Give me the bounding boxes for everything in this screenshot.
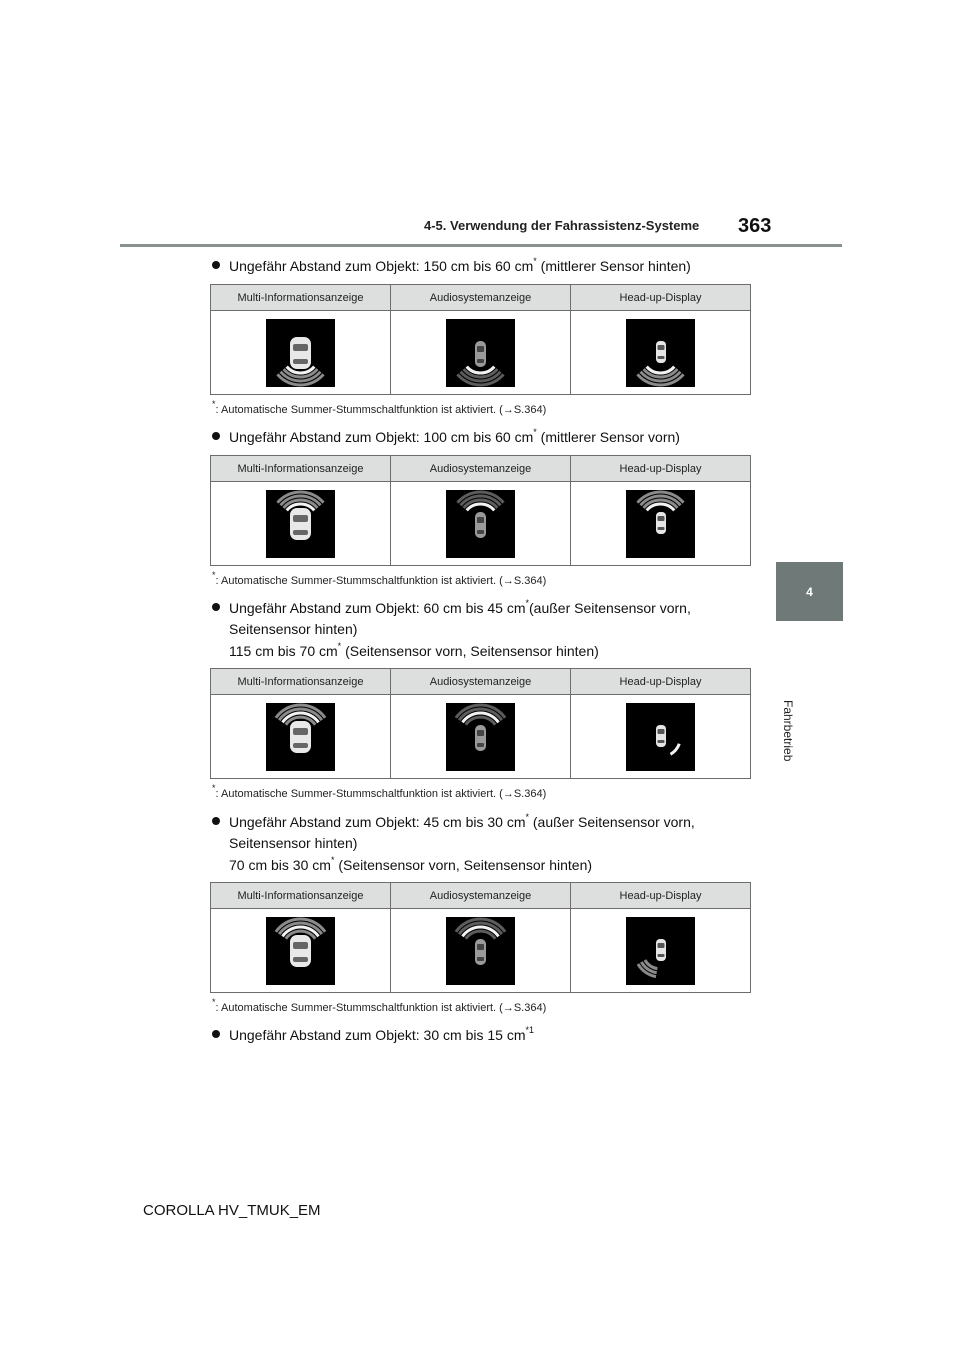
column-header: Audiosystemanzeige	[391, 285, 571, 311]
bullet-dot	[212, 603, 220, 611]
footnote: *: Automatische Summer-Stummschaltfunktion ist aktiviert. (→S.364)	[212, 570, 547, 587]
section-title: 4-5. Verwendung der Fahrassistenz-Systeme	[424, 218, 700, 233]
column-header: Head-up-Display	[571, 456, 751, 482]
sensor-graphic	[626, 703, 695, 771]
bullet-dot	[212, 1030, 220, 1038]
bullet-item: Ungefähr Abstand zum Objekt: 60 cm bis 45 cm*(außer Seitensensor vorn,	[212, 600, 691, 616]
column-header: Head-up-Display	[571, 285, 751, 311]
display-table	[210, 284, 751, 395]
footnote: *: Automatische Summer-Stummschaltfunktion ist aktiviert. (→S.364)	[212, 997, 547, 1014]
column-header: Multi-Informationsanzeige	[211, 456, 391, 482]
column-header: Audiosystemanzeige	[391, 883, 571, 909]
column-header: Multi-Informationsanzeige	[211, 669, 391, 695]
chapter-tab	[776, 562, 843, 621]
bullet-continuation: 70 cm bis 30 cm* (Seitensensor vorn, Seitensensor hinten)	[229, 855, 593, 873]
bullet-continuation: 115 cm bis 70 cm* (Seitensensor vorn, Seitensensor hinten)	[229, 641, 599, 659]
column-header: Audiosystemanzeige	[391, 456, 571, 482]
sensor-graphic	[266, 917, 335, 985]
hud-image	[626, 319, 695, 387]
hud-image	[626, 917, 695, 985]
bullet-continuation: Seitensensor hinten)	[229, 835, 358, 851]
footnote: *: Automatische Summer-Stummschaltfunktion ist aktiviert. (→S.364)	[212, 783, 547, 800]
sensor-graphic	[626, 319, 695, 387]
column-header: Multi-Informationsanzeige	[211, 883, 391, 909]
display-table	[210, 882, 751, 993]
chapter-label: Fahrbetrieb	[781, 700, 795, 762]
column-header: Multi-Informationsanzeige	[211, 285, 391, 311]
bullet-item: Ungefähr Abstand zum Objekt: 45 cm bis 30 cm* (außer Seitensensor vorn,	[212, 814, 695, 830]
audio-display-image	[446, 917, 515, 985]
bullet-item: Ungefähr Abstand zum Objekt: 100 cm bis 60 cm* (mittlerer Sensor vorn)	[212, 429, 680, 445]
audio-display-image	[446, 490, 515, 558]
sensor-graphic	[626, 917, 695, 985]
bullet-continuation: Seitensensor hinten)	[229, 621, 358, 637]
sensor-graphic	[446, 703, 515, 771]
hud-image	[626, 703, 695, 771]
model-code: COROLLA HV_TMUK_EM	[143, 1202, 321, 1219]
sensor-graphic	[266, 703, 335, 771]
bullet-dot	[212, 261, 220, 269]
audio-display-image	[446, 703, 515, 771]
bullet-item: Ungefähr Abstand zum Objekt: 30 cm bis 15 $cm^{*1}$	[212, 1027, 534, 1043]
sensor-graphic	[446, 917, 515, 985]
sensor-graphic	[266, 490, 335, 558]
sensor-graphic	[626, 490, 695, 558]
chapter-number: 4	[806, 584, 813, 599]
sensor-graphic	[446, 319, 515, 387]
bullet-dot	[212, 817, 220, 825]
column-header: Head-up-Display	[571, 883, 751, 909]
sensor-graphic	[266, 319, 335, 387]
sensor-graphic	[446, 490, 515, 558]
page-number: 363	[738, 215, 772, 237]
display-table	[210, 668, 751, 779]
bullet-dot	[212, 432, 220, 440]
header-divider	[120, 244, 842, 247]
footnote: *: Automatische Summer-Stummschaltfunktion ist aktiviert. (→S.364)	[212, 399, 547, 416]
column-header: Head-up-Display	[571, 669, 751, 695]
audio-display-image	[446, 319, 515, 387]
bullet-item: Ungefähr Abstand zum Objekt: 150 cm bis 60 cm* (mittlerer Sensor hinten)	[212, 258, 691, 274]
mid-display-image	[266, 319, 335, 387]
mid-display-image	[266, 917, 335, 985]
column-header: Audiosystemanzeige	[391, 669, 571, 695]
mid-display-image	[266, 490, 335, 558]
hud-image	[626, 490, 695, 558]
display-table	[210, 455, 751, 566]
mid-display-image	[266, 703, 335, 771]
